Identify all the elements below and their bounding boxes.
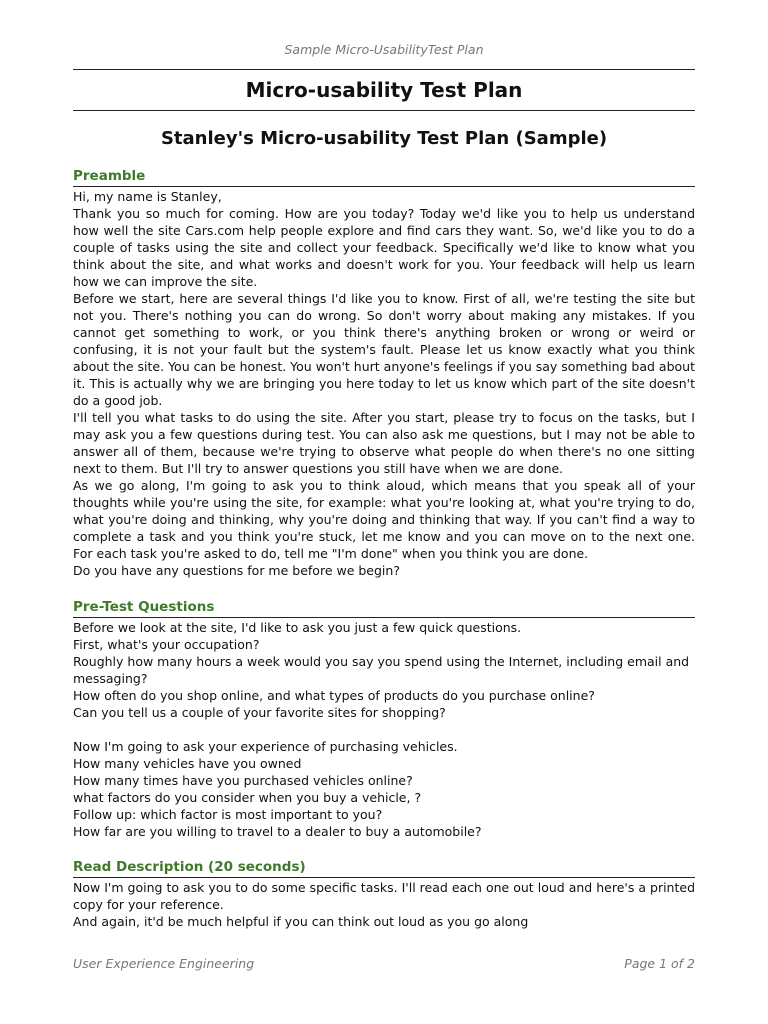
pretest-question: How often do you shop online, and what types of products do you purchase online?	[73, 688, 595, 703]
pretest-question: Roughly how many hours a week would you say you spend using the Internet, including email and messaging?	[73, 654, 690, 686]
document-title: Micro-usability Test Plan	[245, 78, 523, 102]
preamble-paragraph: I'll tell you what tasks to do using the site. After you start, please try to focus on the tasks, but I may ask you a few questions during test. You can also ask me questions, but I may not be able to answer all of them, because we're trying to observe what people do when there's no one sitting next to them. But I'll try to answer questions you still have when we are done.	[73, 410, 695, 476]
preamble-paragraph: Do you have any questions for me before we begin?	[73, 563, 400, 578]
pretest-question: How many times have you purchased vehicles online?	[73, 773, 413, 788]
read-description-paragraph: And again, it'd be much helpful if you can think out loud as you go along	[73, 914, 529, 929]
footer-left: User Experience Engineering	[73, 956, 255, 971]
preamble-heading: Preamble	[73, 168, 695, 187]
pretest-question: How many vehicles have you owned	[73, 756, 302, 771]
document-subtitle: Stanley's Micro-usability Test Plan (Sample)	[160, 128, 608, 149]
pretest-question: what factors do you consider when you buy a vehicle, ?	[73, 790, 422, 805]
pretest-question: First, what's your occupation?	[73, 637, 260, 652]
pretest-heading: Pre-Test Questions	[73, 599, 695, 618]
preamble-paragraph: As we go along, I'm going to ask you to think aloud, which means that you speak all of your thoughts while you're using the site, for example: what you're looking at, what you're trying to do, what you're doing and thinking, why you're doing and thinking that way. If you can't find a way to complete a task and you think you're stuck, let me know and you can move on to the next one. For each task you're asked to do, tell me "I'm done" when you think you are done.	[73, 478, 695, 561]
preamble-paragraph: Thank you so much for coming. How are you today? Today we'd like you to help us understand how well the site Cars.com help people explore and find cars they want. So, we'd like you to do a couple of tasks using the site and collect your feedback. Specifically we'd like to know what you think about the site, and what works and doesn't work for you. Your feedback will help us learn how we can improve the site.	[73, 206, 695, 289]
preamble-greeting: Hi, my name is Stanley,	[73, 189, 222, 204]
pretest-question: Now I'm going to ask your experience of purchasing vehicles.	[73, 739, 458, 754]
pretest-question: Follow up: which factor is most important to you?	[73, 807, 383, 822]
pretest-section	[73, 599, 695, 840]
pretest-question: Before we look at the site, I'd like to ask you just a few quick questions.	[73, 620, 522, 635]
paragraph-gap	[73, 721, 695, 738]
running-header: Sample Micro-UsabilityTest Plan	[284, 42, 484, 57]
title-rule	[73, 110, 695, 111]
read-description-heading: Read Description (20 seconds)	[73, 859, 695, 878]
page-number: Page 1 of 2	[624, 956, 695, 971]
pretest-question: How far are you willing to travel to a dealer to buy a automobile?	[73, 824, 482, 839]
read-description-paragraph: Now I'm going to ask you to do some specific tasks. I'll read each one out loud and here's a printed copy for your reference.	[73, 880, 695, 912]
top-rule	[73, 69, 695, 70]
pretest-question: Can you tell us a couple of your favorite sites for shopping?	[73, 705, 446, 720]
read-description-section	[73, 859, 695, 930]
preamble-section	[73, 168, 695, 579]
preamble-paragraph: Before we start, here are several things I'd like you to know. First of all, we're testing the site but not you. There's nothing you can do wrong. So don't worry about making any mistakes. If you cannot get something to work, or you think there's anything broken or wrong or weird or confusing, it is not your fault but the system's fault. Please let us know exactly what you think about the site. You can be honest. You won't hurt anyone's feelings if you say something bad about it. This is actually why we are bringing you here today to let us know which part of the site doesn't do a good job.	[73, 291, 695, 408]
